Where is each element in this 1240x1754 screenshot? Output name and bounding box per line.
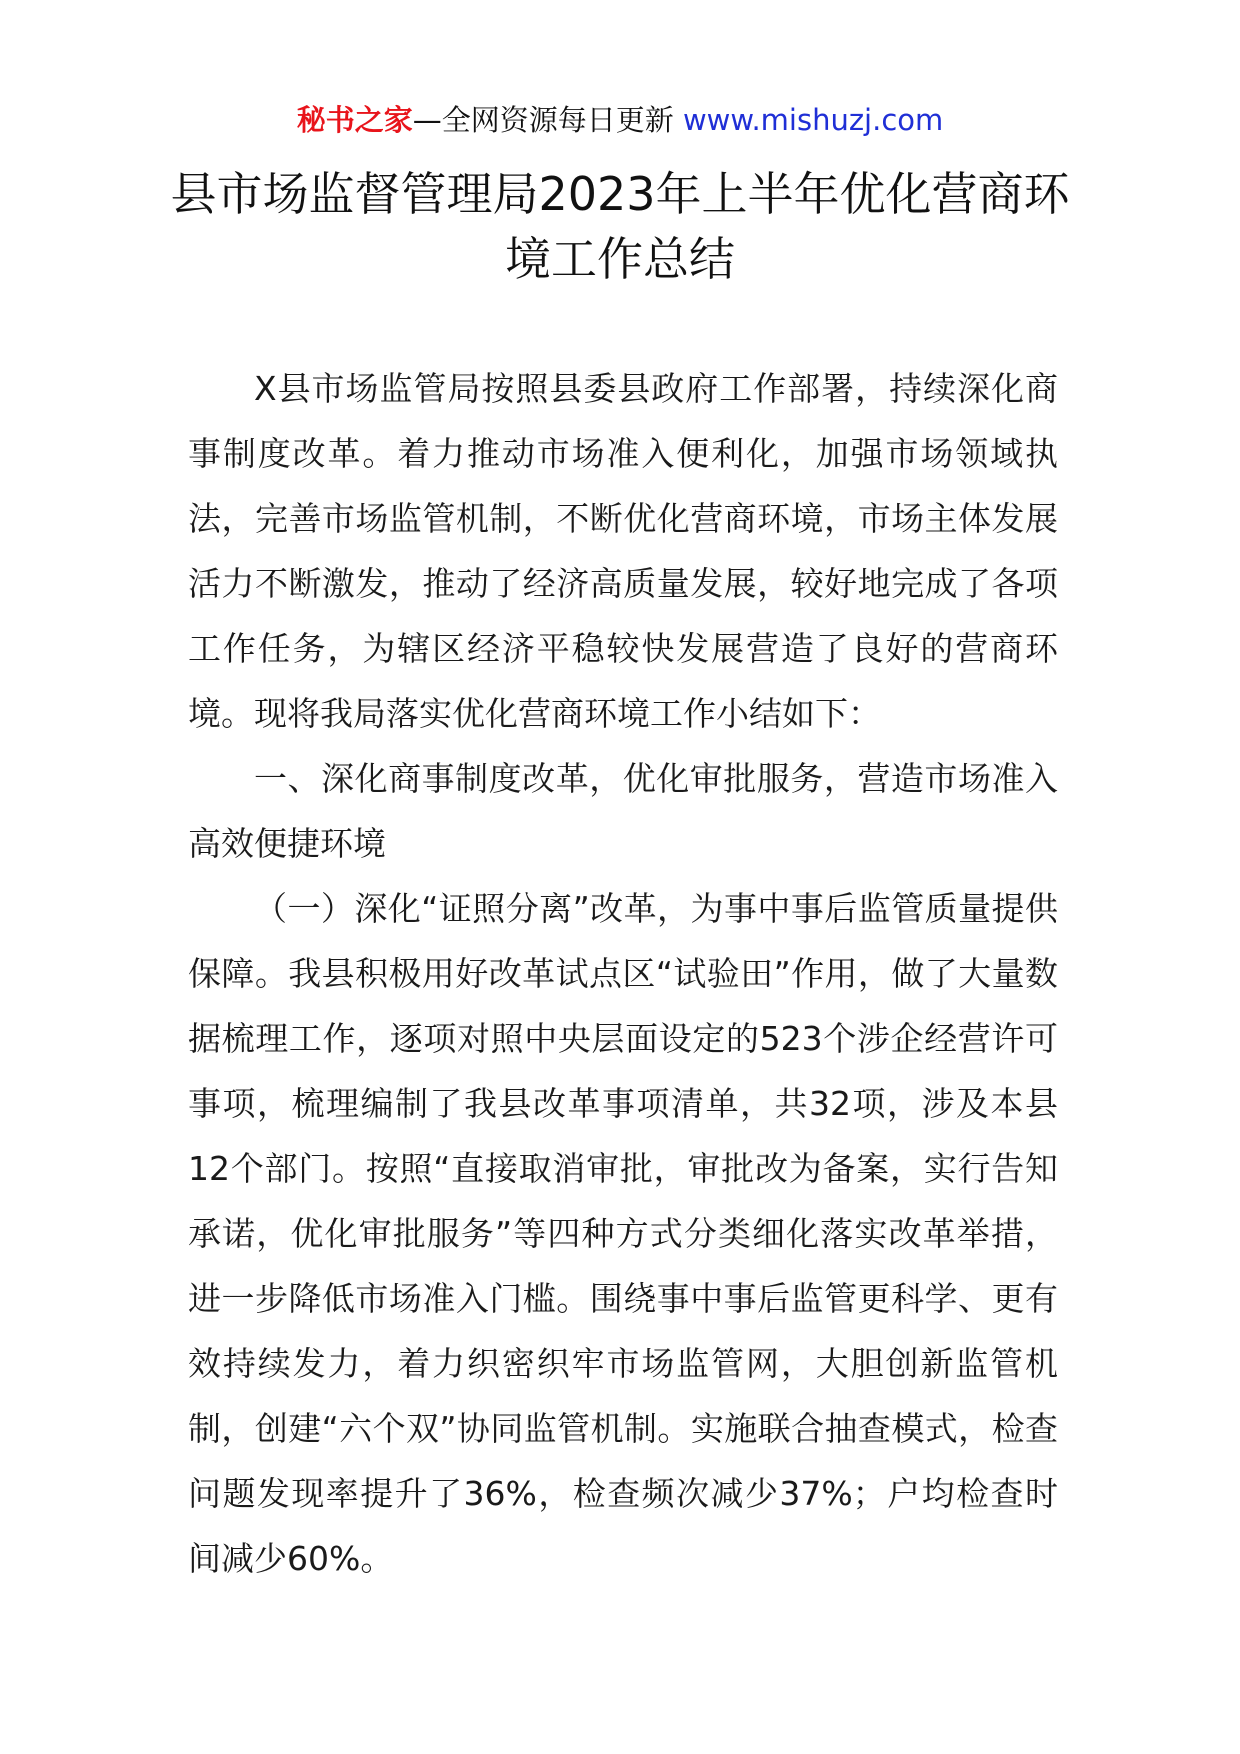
header-banner (0, 100, 1240, 140)
site-url-link[interactable]: www.mishuzj.com (682, 103, 944, 137)
subsection-paragraph: （一）深化“证照分离”改革，为事中事后监管质量提供保障。我县积极用好改革试点区“试验田”作用，做了大量数据梳理工作，逐项对照中央层面设定的523个涉企经营许可事项，梳理编制了我县改革事项清单，共32项，涉及本县12个部门。按照“直接取消审批，审批改为备案，实行告知承诺，优化审批服务”等四种方式分类细化落实改革举措，进一步降低市场准入门槛。围绕事中事后监管更科学、更有效持续发力，着力织密织牢市场监管网，大胆创新监管机制，创建“六个双”协同监管机制。实施联合抽查模式，检查问题发现率提升了36%，检查频次减少37%；户均检查时间减少60%。 (188, 889, 1058, 1578)
section-heading: 一、深化商事制度改革，优化审批服务，营造市场准入高效便捷环境 (188, 759, 1058, 863)
tagline: —全网资源每日更新 (412, 103, 674, 137)
intro-paragraph: X县市场监管局按照县委县政府工作部署，持续深化商事制度改革。着力推动市场准入便利化，加强市场领域执法，完善市场监管机制，不断优化营商环境，市场主体发展活力不断激发，推动了经济高质量发展，较好地完成了各项工作任务，为辖区经济平稳较快发展营造了良好的营商环境。现将我局落实优化营商环境工作小结如下： (188, 369, 1058, 733)
document-body (188, 356, 1058, 1591)
brand-name: 秘书之家 (296, 103, 413, 137)
document-title: 县市场监督管理局2023年上半年优化营商环境工作总结 (170, 167, 1070, 286)
